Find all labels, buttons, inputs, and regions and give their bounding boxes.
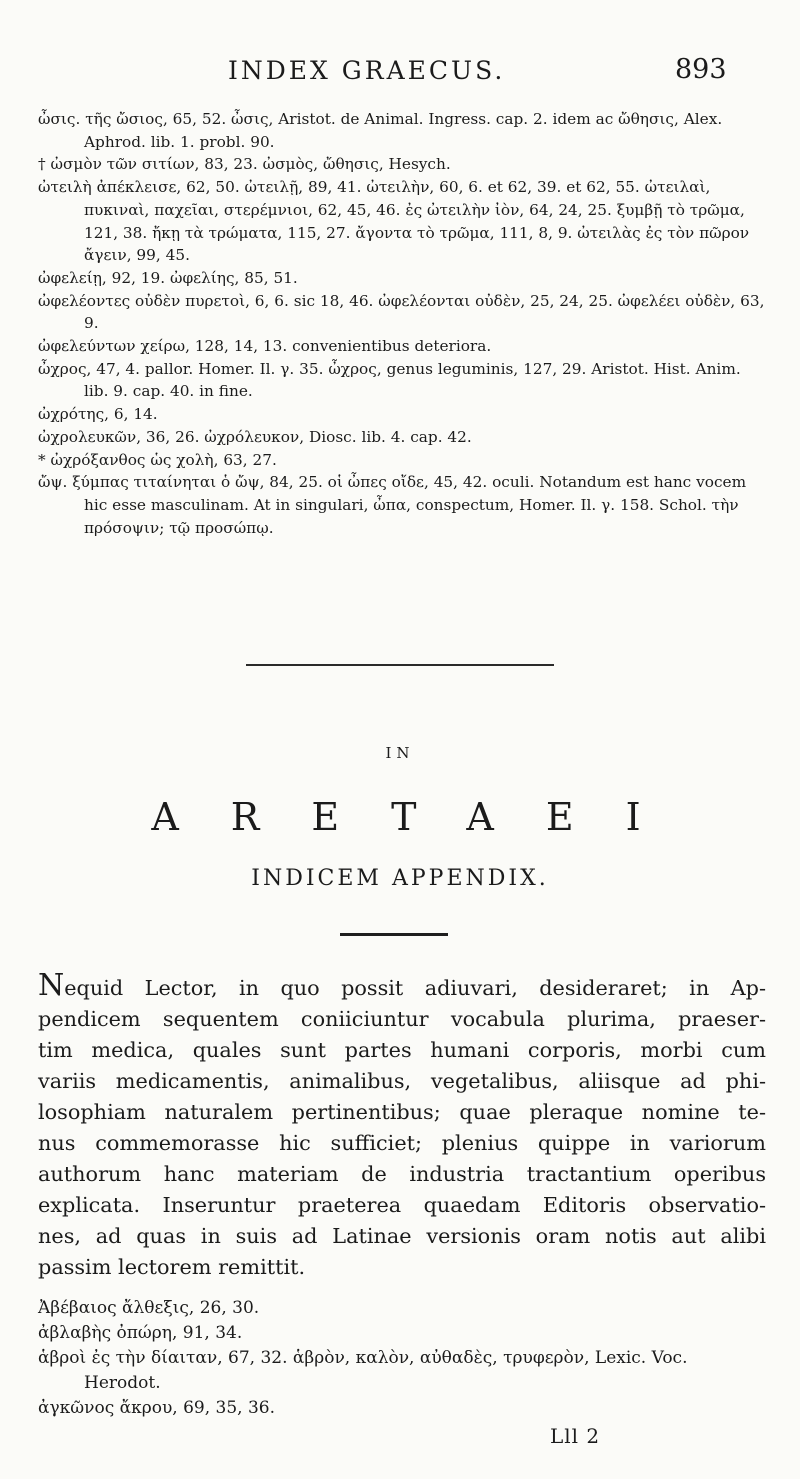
preface-line: losophiam naturalem pertinentibus; quae pleraque nomine te- — [38, 1100, 766, 1124]
index-entry: ὦσις. τῆς ὤσιος, 65, 52. ὦσις, Aristot. de Animal. Ingress. cap. 2. idem ac ὤθησις, Alex. Aphrod. lib. 1. probl. 90. — [38, 110, 723, 151]
index-entry: ὠφελέοντες οὐδὲν πυρετοὶ, 6, 6. sic 18, 46. ὠφελέονται οὐδὲν, 25, 24, 25. ὠφελέει οὐδὲν, 63, 9. — [38, 291, 765, 333]
heading-title: ARETAEI — [151, 795, 693, 839]
preface-line: nus commemorasse hic sufficiet; plenius quippe in variorum — [38, 1131, 766, 1155]
preface-line — [38, 970, 766, 1004]
page-header — [0, 50, 800, 94]
index-entry: * ὠχρόξανθος ὡς χολὴ, 63, 27. — [38, 450, 277, 469]
preface-line: variis medicamentis, animalibus, vegetalibus, aliisque ad phi- — [38, 1069, 766, 1093]
appendix-entry: ἁβροὶ ἐς τὴν δίαιταν, 67, 32. ἁβρὸν, καλὸν, αὐθαδὲς, τρυφερὸν, Lexic. Voc. Herodot. — [38, 1348, 688, 1393]
index-entry: ὦχρος, 47, 4. pallor. Homer. Il. γ. 35. ὦχρος, genus leguminis, 127, 29. Aristot. Hist. Anim. lib. 9. cap. 40. in fine. — [38, 359, 741, 401]
heading-underline — [340, 933, 448, 936]
index-entry: ὠχρότης, 6, 14. — [38, 405, 158, 424]
index-entry: ὠφελεύντων χείρω, 128, 14, 13. convenientibus deteriora. — [38, 337, 492, 356]
preface-line-text: equid Lector, in quo possit adiuvari, desideraret; in Ap- — [64, 976, 766, 1000]
index-entry: ὠφελείῃ, 92, 19. ὠφελίης, 85, 51. — [38, 268, 298, 287]
index-entry: ὤψ. ξύμπας τιταίνηται ὁ ὤψ, 84, 25. οἱ ὦπες οἴδε, 45, 42. oculi. Notandum est hanc vocem hic esse masculinam. At in singulari, ὦπα, conspectum, Homer. Il. γ. 158. Schol. τὴν πρόσοψιν; τῷ προσώπῳ. — [38, 473, 747, 537]
index-entry: † ὠσμὸν τῶν σιτίων, 83, 23. ὠσμὸς, ὤθησις, Hesych. — [38, 155, 451, 174]
drop-cap: N — [38, 968, 65, 1003]
appendix-entries — [38, 1296, 766, 1421]
index-entry: ὠχρολευκῶν, 36, 26. ὠχρόλευκον, Diosc. lib. 4. cap. 42. — [38, 427, 472, 446]
appendix-entry: ἀγκῶνος ἄκρου, 69, 35, 36. — [38, 1398, 276, 1418]
preface-line: tim medica, quales sunt partes humani corporis, morbi cum — [38, 1038, 766, 1062]
appendix-entry: ἀβλαβὴς ὀπώρη, 91, 34. — [38, 1323, 243, 1343]
preface-line: explicata. Inseruntur praeterea quaedam Editoris observatio- — [38, 1193, 766, 1217]
preface-line: authorum hanc materiam de industria tractantium operibus — [38, 1162, 766, 1186]
greek-index-entries — [38, 108, 766, 539]
appendix-entry: Ἀβέβαιος ἄλθεξις, 26, 30. — [38, 1298, 260, 1318]
heading-in-label: IN — [385, 744, 415, 762]
preface-line: passim lectorem remittit. — [38, 1255, 306, 1279]
heading-subtitle: INDICEM APPENDIX. — [251, 866, 549, 891]
page-number: 893 — [675, 54, 727, 85]
section-divider — [246, 664, 554, 666]
signature-mark: Lll 2 — [550, 1424, 601, 1448]
index-entry: ὠτειλὴ ἀπέκλεισε, 62, 50. ὠτειλῇ, 89, 41. ὠτειλὴν, 60, 6. et 62, 39. et 62, 55. ὠτειλαὶ, πυκιναὶ, παχεῖαι, στερέμνιοι, 62, 45, 46. ἐς ὠτειλὴν ἰὸν, 64, 24, 25. ξυμβῇ τὸ τρῶμα, 121, 38. ἤκῃ τὰ τρώματα, 115, 27. ἄγοντα τὸ τρῶμα, 111, 8, 9. ὠτειλὰς ἐς τὸν πῶρον ἄγειν, 99, 45. — [38, 178, 750, 265]
preface-line: pendicem sequentem coniiciuntur vocabula plurima, praeser- — [38, 1007, 766, 1031]
running-title: INDEX GRAECUS. — [228, 56, 506, 85]
preface-line: nes, ad quas in suis ad Latinae versionis oram notis aut alibi — [38, 1224, 766, 1248]
preface-paragraph — [38, 970, 766, 1283]
